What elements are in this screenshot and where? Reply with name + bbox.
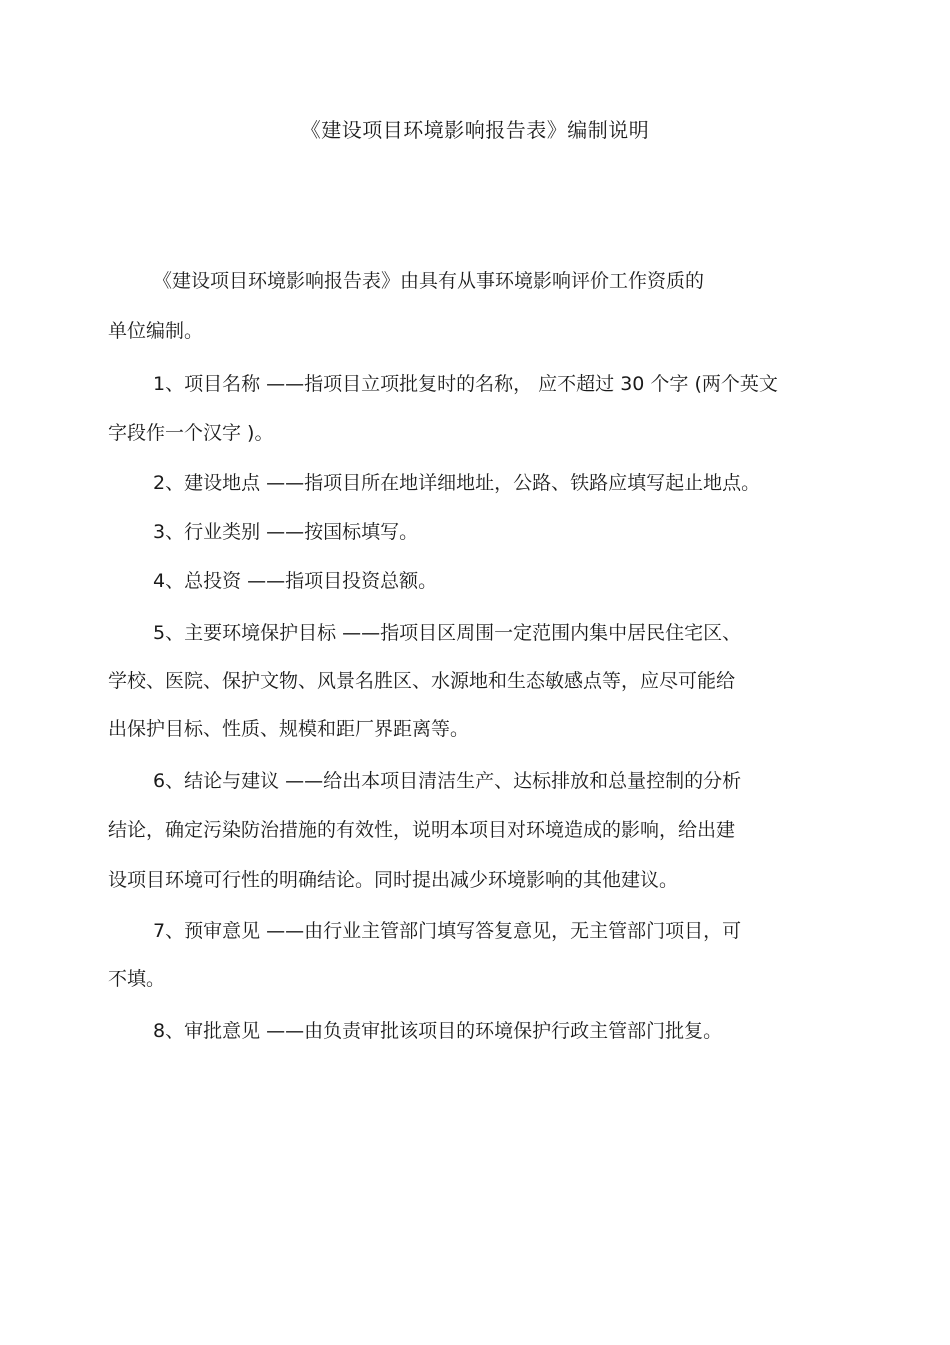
text-line: 8、审批意见 ——由负责审批该项目的环境保护行政主管部门批复。 xyxy=(153,1020,723,1042)
text-line: 《建设项目环境影响报告表》由具有从事环境影响评价工作资质的 xyxy=(153,270,705,292)
text-line: 结论，确定污染防治措施的有效性，说明本项目对环境造成的影响，给出建 xyxy=(108,819,736,841)
text-line: 6、结论与建议 ——给出本项目清洁生产、达标排放和总量控制的分析 xyxy=(153,770,742,792)
text-line: 单位编制。 xyxy=(108,320,204,342)
text-line: 不填。 xyxy=(108,968,166,990)
text-line: 1、项目名称 ——指项目立项批复时的名称， 应不超过 30 个字 (两个英文 xyxy=(153,373,778,395)
text-line: 字段作一个汉字 )。 xyxy=(108,422,274,444)
text-line: 3、行业类别 ——按国标填写。 xyxy=(153,521,419,543)
text-line: 5、主要环境保护目标 ——指项目区周围一定范围内集中居民住宅区、 xyxy=(153,622,742,644)
text-line: 2、建设地点 ——指项目所在地详细地址，公路、铁路应填写起止地点。 xyxy=(153,472,761,494)
text-line: 学校、医院、保护文物、风景名胜区、水源地和生态敏感点等，应尽可能给 xyxy=(108,670,736,692)
text-line: 4、总投资 ——指项目投资总额。 xyxy=(153,570,438,592)
document-title: 《建设项目环境影响报告表》编制说明 xyxy=(300,118,650,142)
text-line: 出保护目标、性质、规模和距厂界距离等。 xyxy=(108,718,470,740)
text-line: 设项目环境可行性的明确结论。同时提出减少环境影响的其他建议。 xyxy=(108,869,679,891)
text-line: 7、预审意见 ——由行业主管部门填写答复意见，无主管部门项目，可 xyxy=(153,920,742,942)
